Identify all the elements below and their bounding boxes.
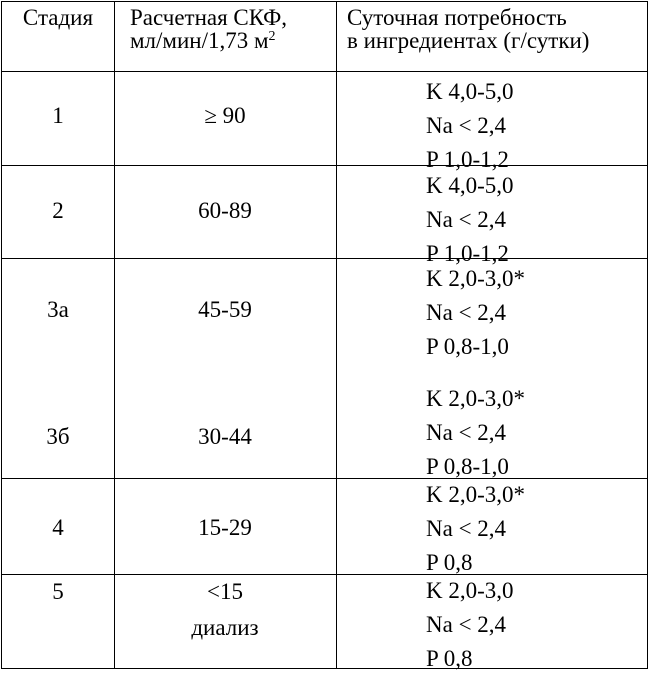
- row-5-gfr: <15: [207, 579, 243, 604]
- header-need-line2: в ингредиентах (г/сутки): [347, 28, 590, 53]
- row-4-stage: 4: [52, 515, 64, 540]
- row-1-need: [426, 75, 514, 177]
- nutrition-table: [1, 1, 648, 669]
- row-2-k: K 4,0-5,0: [426, 173, 514, 198]
- row-3b-k: K 2,0-3,0*: [426, 386, 526, 411]
- row-3b-p: P 0,8-1,0: [426, 454, 509, 479]
- header-gfr-sup: 2: [268, 29, 276, 44]
- row-5-na: Na < 2,4: [426, 612, 507, 637]
- row-3a-k: K 2,0-3,0*: [426, 266, 526, 291]
- row-5-gfr-note: диализ: [191, 615, 259, 640]
- row-1-na: Na < 2,4: [426, 113, 507, 138]
- header-gfr-line1: Расчетная СКФ,: [130, 5, 288, 30]
- row-3b-need: [426, 382, 525, 484]
- row-1-stage: 1: [52, 103, 64, 128]
- row-3b-stage: 3б: [46, 424, 70, 449]
- header-need-line1: Суточная потребность: [347, 5, 567, 30]
- row-1-gfr: ≥ 90: [204, 103, 246, 128]
- row-divider: [2, 574, 647, 575]
- row-5-stage: 5: [52, 579, 64, 604]
- row-divider: [2, 478, 647, 479]
- row-divider: [2, 165, 647, 166]
- row-divider: [2, 258, 647, 259]
- row-5-p: P 0,8: [426, 646, 473, 671]
- row-4-need: [426, 478, 525, 580]
- row-5-k: K 2,0-3,0: [426, 578, 514, 603]
- row-2-p: P 1,0-1,2: [426, 241, 509, 266]
- row-2-na: Na < 2,4: [426, 207, 507, 232]
- row-4-p: P 0,8: [426, 550, 473, 575]
- row-5-need: [426, 574, 514, 676]
- row-3a-gfr: 45-59: [198, 297, 252, 322]
- row-1-p: P 1,0-1,2: [426, 147, 509, 172]
- row-2-stage: 2: [52, 198, 64, 223]
- row-3a-need: [426, 262, 525, 364]
- header-gfr-line2: мл/мин/1,73 м: [130, 28, 269, 53]
- column-divider: [336, 2, 337, 668]
- row-3a-stage: 3а: [47, 297, 69, 322]
- header-need: [347, 6, 589, 52]
- row-3b-gfr: 30-44: [198, 424, 252, 449]
- header-gfr: [130, 6, 287, 52]
- row-1-k: K 4,0-5,0: [426, 79, 514, 104]
- row-4-gfr: 15-29: [198, 515, 252, 540]
- header-stage: Стадия: [22, 5, 94, 30]
- column-divider: [114, 2, 115, 668]
- row-divider: [2, 71, 647, 72]
- row-4-k: K 2,0-3,0*: [426, 482, 526, 507]
- row-4-na: Na < 2,4: [426, 516, 507, 541]
- row-3b-na: Na < 2,4: [426, 420, 507, 445]
- row-2-gfr: 60-89: [198, 198, 252, 223]
- row-2-need: [426, 169, 514, 271]
- row-3a-p: P 0,8-1,0: [426, 334, 509, 359]
- row-3a-na: Na < 2,4: [426, 300, 507, 325]
